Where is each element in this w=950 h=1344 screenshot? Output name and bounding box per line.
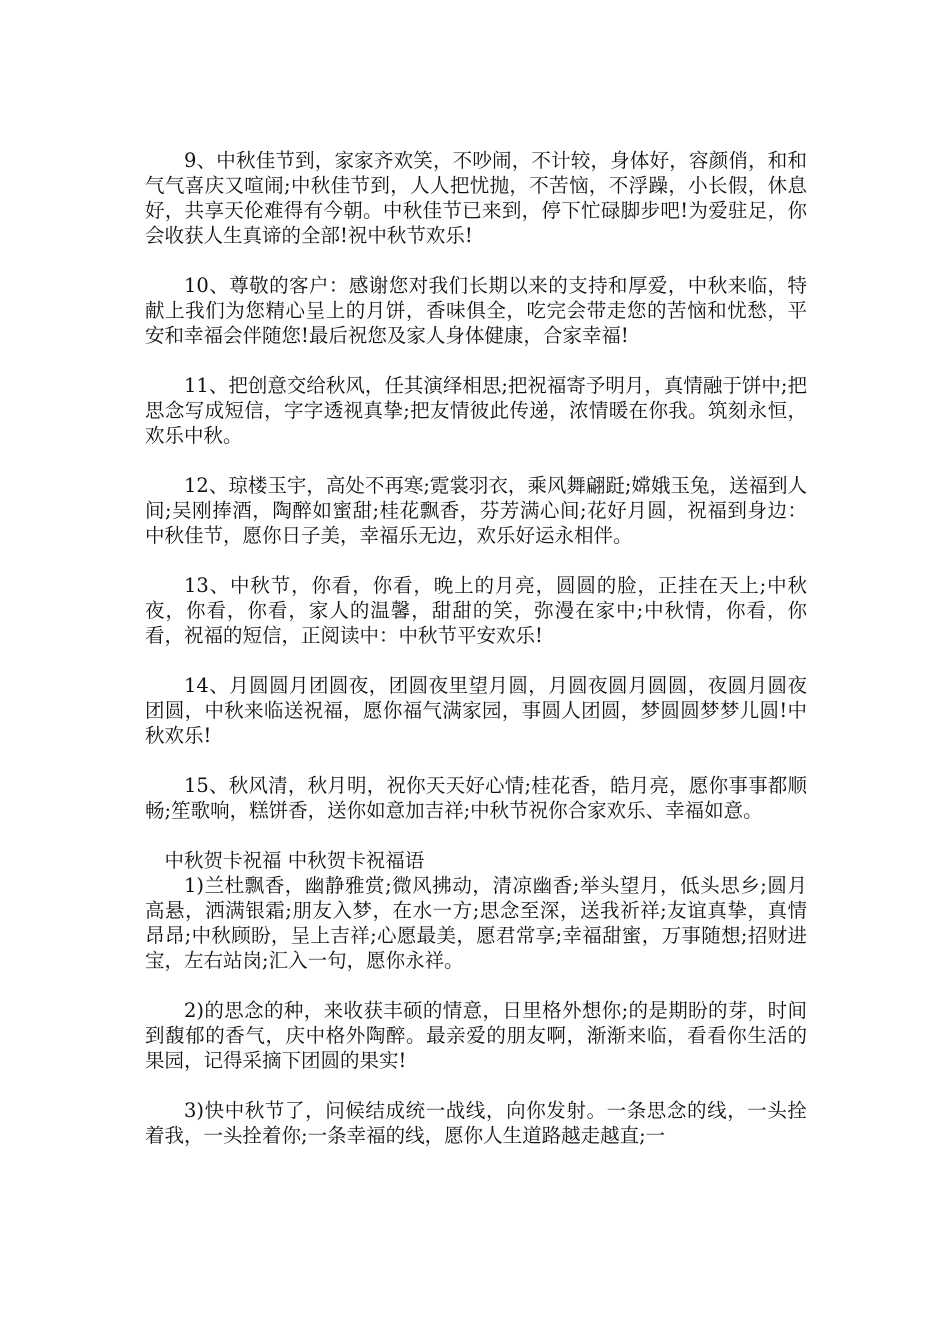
- paragraph-9: 9、中秋佳节到，家家齐欢笑，不吵闹，不计较，身体好，容颜俏，和和气气喜庆又喧闹;中秋佳节到，人人把忧抛，不苦恼，不浮躁，小长假，休息好，共享天伦难得有今朝。中秋佳节已来到，停下忙碌脚步吧!为爱驻足，你会收获人生真谛的全部!祝中秋节欢乐!: [145, 149, 807, 247]
- paragraph-15: 15、秋风清，秋月明，祝你天天好心情;桂花香，皓月亮，愿你事事都顺畅;笙歌响，糕饼香，送你如意加吉祥;中秋节祝你合家欢乐、幸福如意。: [145, 774, 807, 822]
- paragraph-11: 11、把创意交给秋风，任其演绎相思;把祝福寄予明月，真情融于饼中;把思念写成短信，字字透视真挚;把友情彼此传递，浓情暖在你我。筑刻永恒，欢乐中秋。: [145, 374, 807, 447]
- section-heading: 中秋贺卡祝福 中秋贺卡祝福语: [164, 849, 425, 872]
- paragraph-14: 14、月圆圆月团圆夜，团圆夜里望月圆，月圆夜圆月圆圆，夜圆月圆夜团圆，中秋来临送祝福，愿你福气满家园，事圆人团圆，梦圆圆梦梦儿圆!中秋欢乐!: [145, 674, 807, 747]
- section-paragraph-1: 1)兰杜飘香，幽静雅赏;微风拂动，清凉幽香;举头望月，低头思乡;圆月高悬，洒满银霜;朋友入梦，在水一方;思念至深，送我祈祥;友谊真挚，真情昂昂;中秋顾盼，呈上吉祥;心愿最美，愿君常享;幸福甜蜜，万事随想;招财进宝，左右站岗;汇入一句，愿你永祥。: [145, 874, 807, 972]
- paragraph-12: 12、琼楼玉宇，高处不再寒;霓裳羽衣，乘风舞翩跹;嫦娥玉兔，送福到人间;吴刚捧酒，陶醉如蜜甜;桂花飘香，芬芳满心间;花好月圆，祝福到身边：中秋佳节，愿你日子美，幸福乐无边，欢乐好运永相伴。: [145, 474, 807, 547]
- document-body: [145, 148, 807, 1173]
- section-paragraph-2: 2)的思念的种，来收获丰硕的情意，日里格外想你;的是期盼的芽，时间到馥郁的香气，庆中格外陶醉。最亲爱的朋友啊，渐渐来临，看看你生活的果园，记得采摘下团圆的果实!: [145, 999, 807, 1072]
- paragraph-10: 10、尊敬的客户：感谢您对我们长期以来的支持和厚爱，中秋来临，特献上我们为您精心呈上的月饼，香味俱全，吃完会带走您的苦恼和忧愁，平安和幸福会伴随您!最后祝您及家人身体健康，合家幸福!: [145, 274, 807, 347]
- paragraph-13: 13、中秋节，你看，你看，晚上的月亮，圆圆的脸，正挂在天上;中秋夜，你看，你看，家人的温馨，甜甜的笑，弥漫在家中;中秋情，你看，你看，祝福的短信，正阅读中：中秋节平安欢乐!: [145, 574, 807, 647]
- section-paragraph-3: 3)快中秋节了，问候结成统一战线，向你发射。一条思念的线，一头拴着我，一头拴着你;一条幸福的线，愿你人生道路越走越直;一: [145, 1099, 807, 1147]
